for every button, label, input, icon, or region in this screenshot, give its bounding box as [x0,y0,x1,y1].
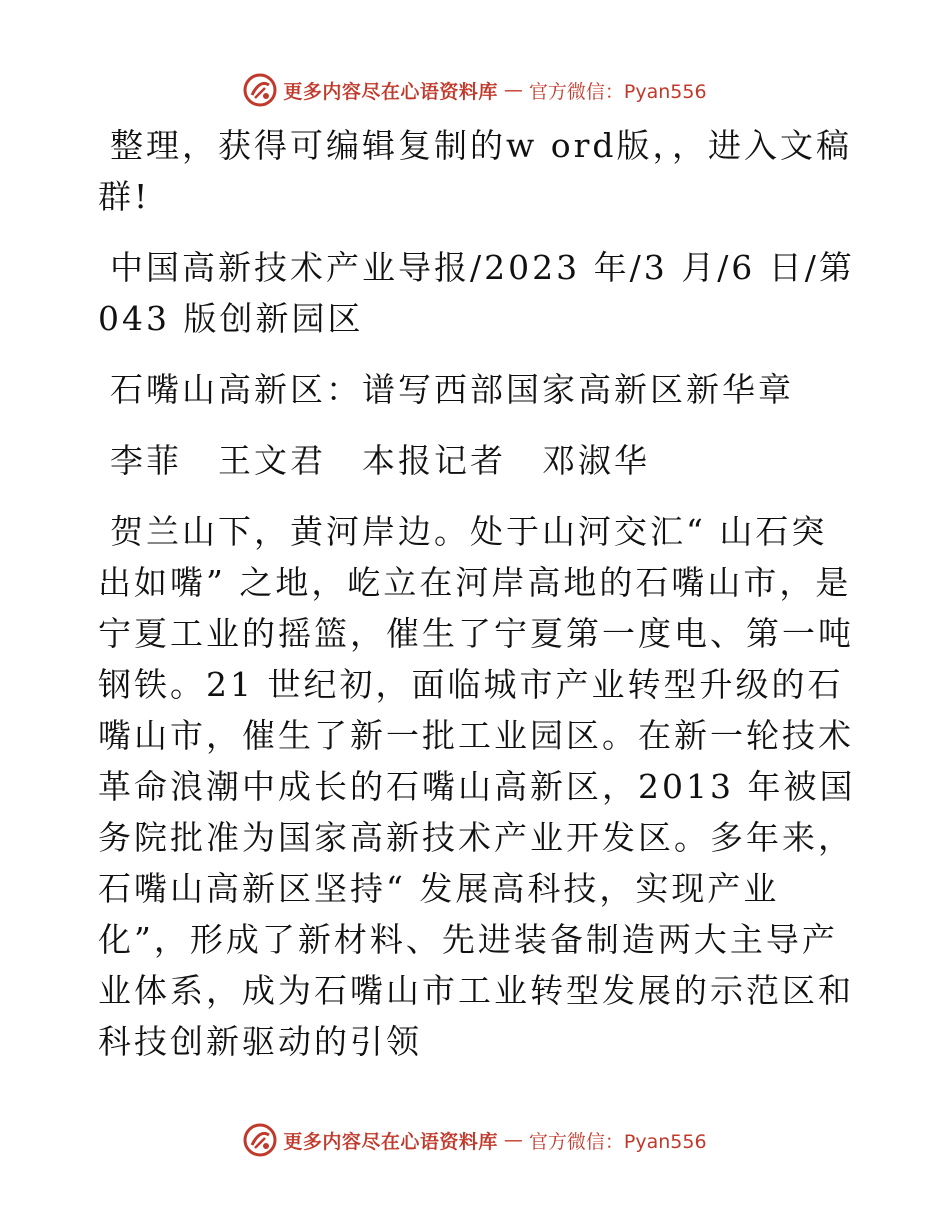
watermark-contact-text: 官方微信：Pyan556 [528,1130,707,1153]
document-content [98,120,858,1067]
footer-watermark [0,1120,950,1160]
header-watermark [0,70,950,110]
watermark-separator: — [503,1129,523,1151]
article-body: 贺兰山下，黄河岸边。处于山河交汇“ 山石突出如嘴” 之地，屹立在河岸高地的石嘴山市，是宁夏工业的摇篮，催生了宁夏第一度电、第一吨钢铁。21 世纪初，面临城市产业转型升级的石嘴山市，催生了新一批工业园区。在新一轮技术革命浪潮中成长的石嘴山高新区，2013 年被国务院批准为国家高新技术产业开发区。多年来，石嘴山高新区坚持“ 发展高科技，实现产业化”，形成了新材料、先进装备制造两大主导产业体系，成为石嘴山市工业转型发展的示范区和科技创新驱动的引领 [98,512,856,1061]
watermark-separator: — [503,79,523,101]
source-line: 中国高新技术产业导报/2023 年/3 月/6 日/第043 版创新园区 [98,248,855,338]
seal-logo-icon [243,73,277,107]
article-headline: 石嘴山高新区：谱写西部国家高新区新华章 [110,370,794,409]
seal-logo-icon [243,1123,277,1157]
watermark-site-text: 更多内容尽在心语资料库 [283,1130,498,1153]
watermark-site-text: 更多内容尽在心语资料库 [283,80,498,103]
article-authors: 李菲 王文君 本报记者 邓淑华 [110,441,650,480]
watermark-contact-text: 官方微信：Pyan556 [528,80,707,103]
intro-paragraph: 整理，获得可编辑复制的w ord版，，进入文稿群! [98,126,853,216]
